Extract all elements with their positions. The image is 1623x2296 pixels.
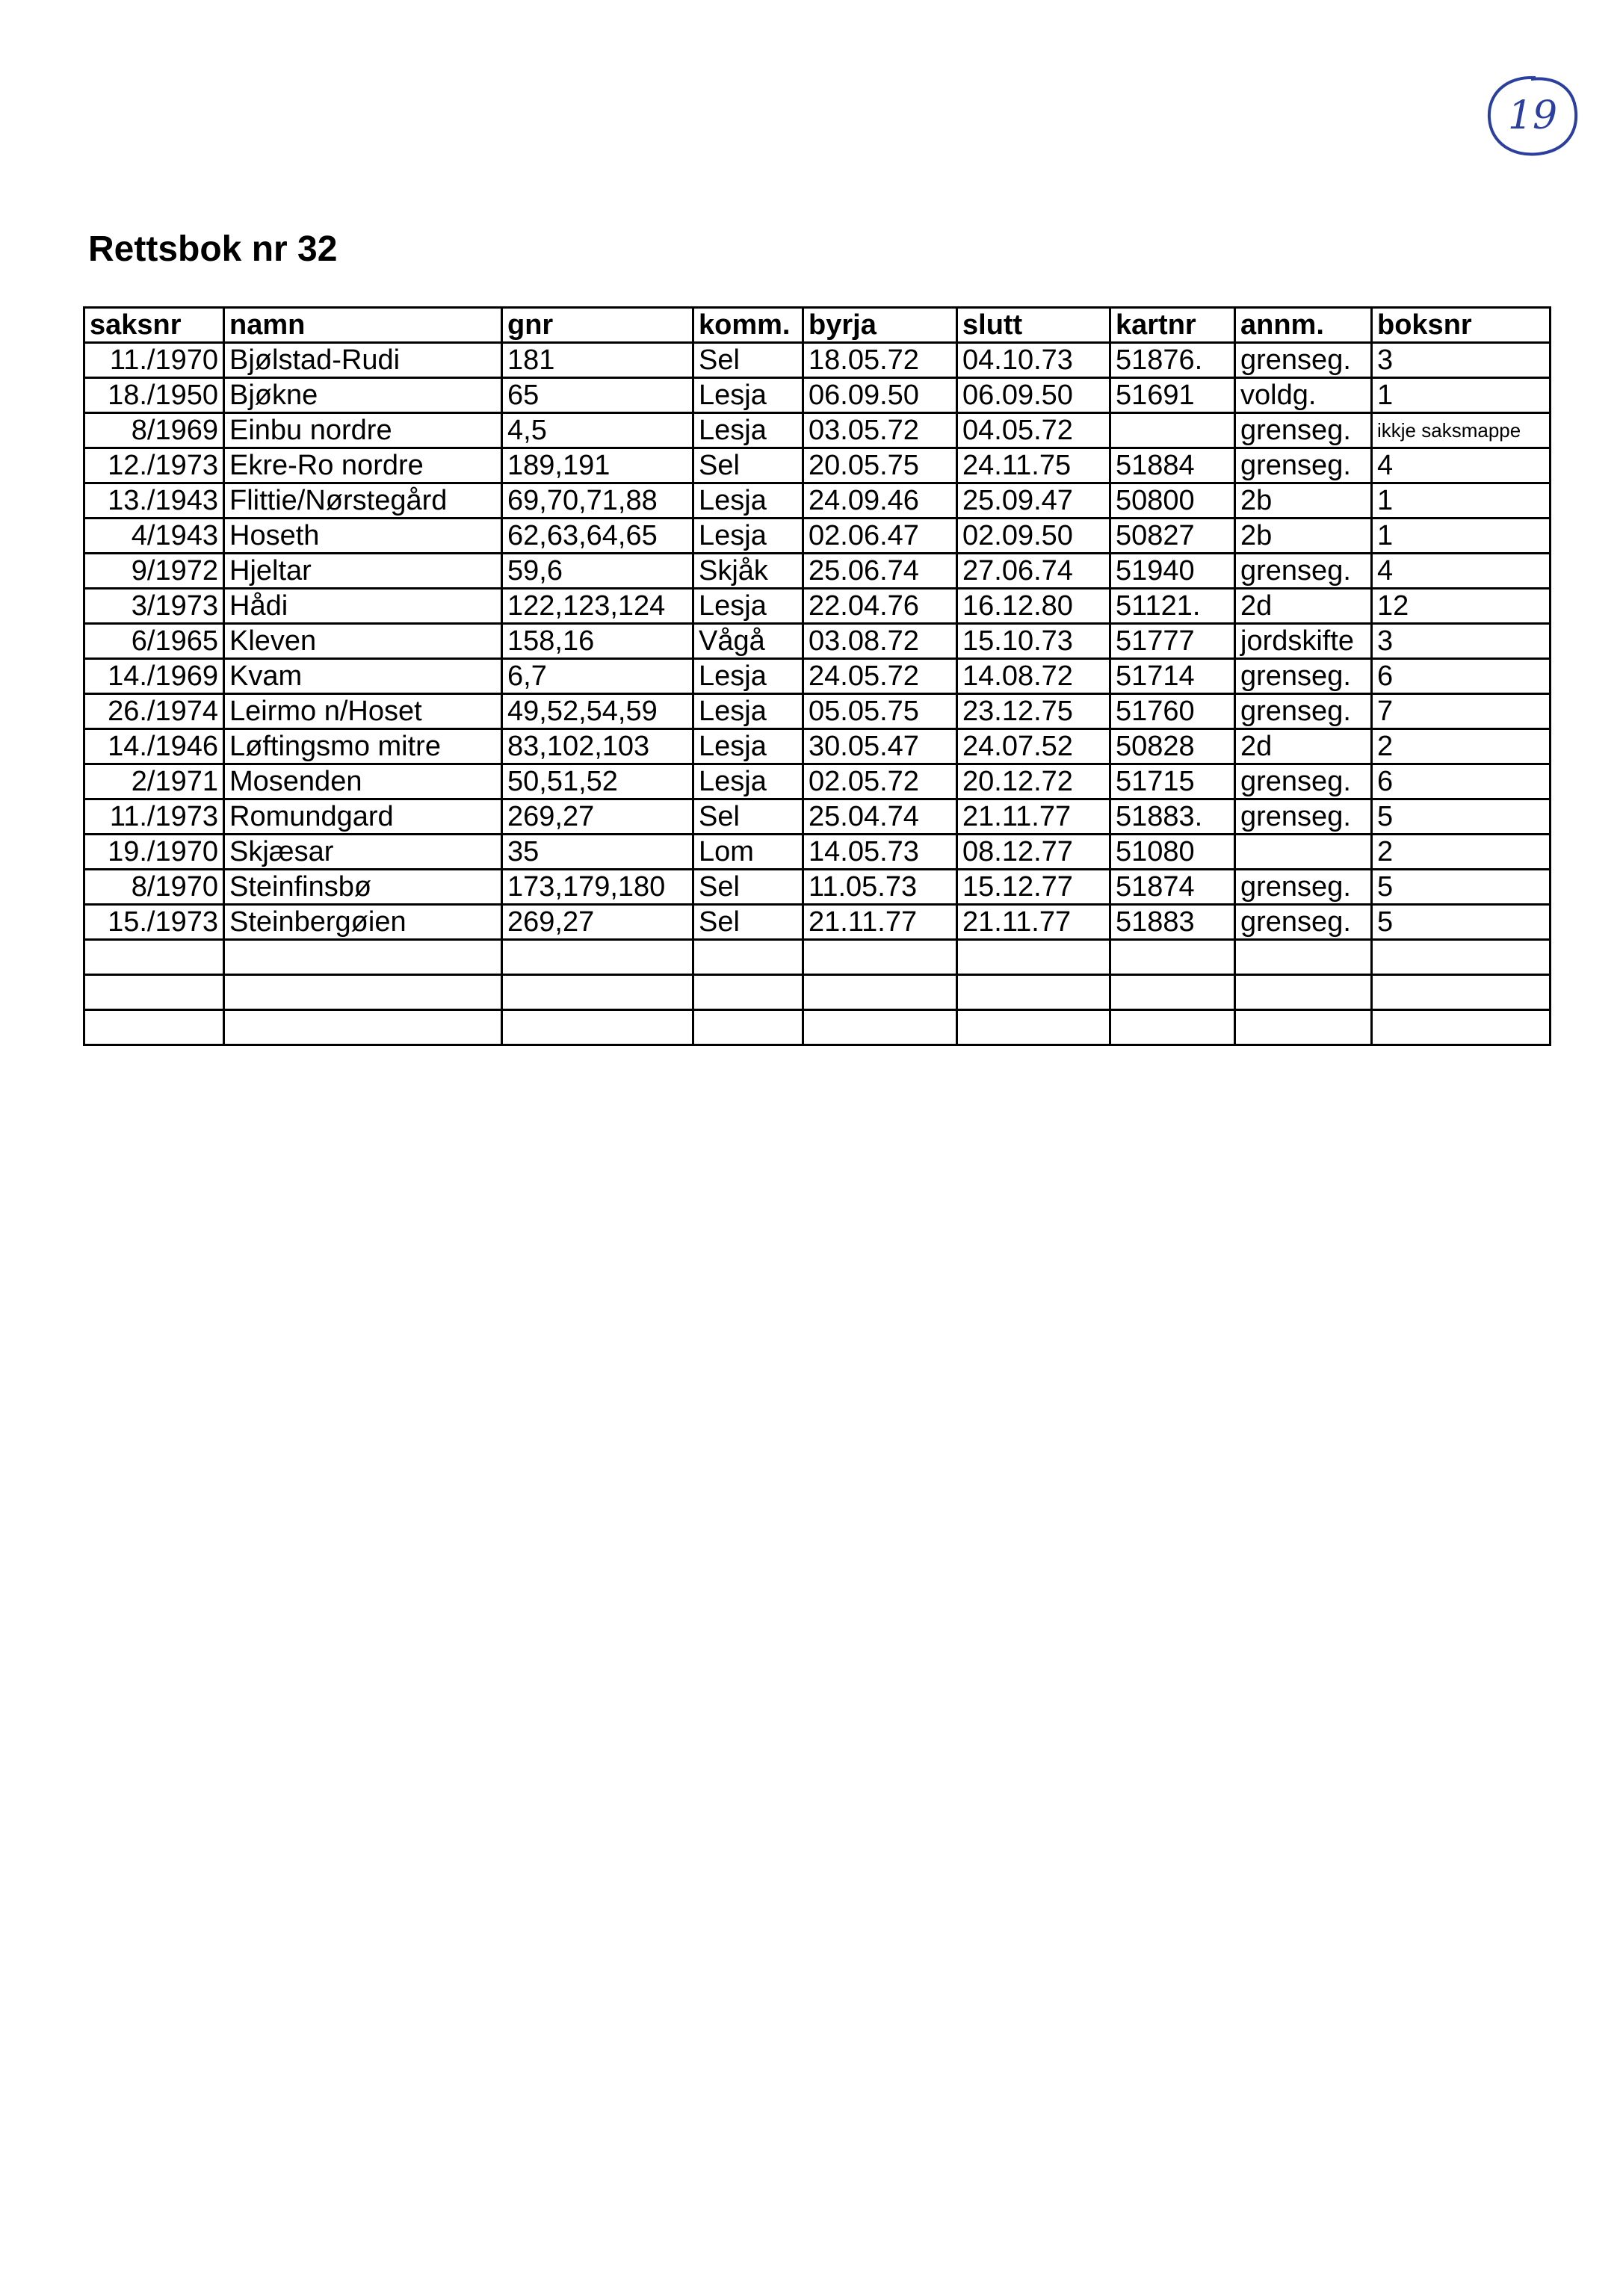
cell-byrja: 20.05.75	[803, 448, 957, 483]
cell-boksnr: 1	[1372, 483, 1551, 519]
cell-slutt: 25.09.47	[957, 483, 1110, 519]
cell-slutt: 08.12.77	[957, 835, 1110, 870]
cell-namn	[224, 940, 502, 975]
cell-boksnr: 4	[1372, 554, 1551, 589]
cell-byrja: 21.11.77	[803, 905, 957, 940]
cell-saksnr: 14./1946	[84, 729, 224, 764]
cell-saksnr	[84, 975, 224, 1010]
header-byrja: byrja	[803, 308, 957, 343]
cell-gnr: 65	[502, 378, 693, 413]
cell-namn: Kvam	[224, 659, 502, 694]
header-kartnr: kartnr	[1110, 308, 1235, 343]
cell-komm: Lesja	[693, 519, 803, 554]
cell-kartnr: 50827	[1110, 519, 1235, 554]
cell-slutt: 24.07.52	[957, 729, 1110, 764]
cell-kartnr: 51884	[1110, 448, 1235, 483]
cell-boksnr: 1	[1372, 519, 1551, 554]
table-row	[84, 764, 1551, 799]
cell-annm: 2b	[1235, 519, 1372, 554]
cell-byrja: 06.09.50	[803, 378, 957, 413]
cell-gnr: 69,70,71,88	[502, 483, 693, 519]
cell-byrja: 02.05.72	[803, 764, 957, 799]
cell-gnr: 59,6	[502, 554, 693, 589]
cell-saksnr	[84, 940, 224, 975]
cell-gnr: 35	[502, 835, 693, 870]
cell-komm: Lesja	[693, 764, 803, 799]
cell-annm: voldg.	[1235, 378, 1372, 413]
cell-namn: Leirmo n/Hoset	[224, 694, 502, 729]
cell-kartnr	[1110, 940, 1235, 975]
cell-namn: Bjølstad-Rudi	[224, 343, 502, 378]
cell-saksnr: 12./1973	[84, 448, 224, 483]
cell-komm	[693, 1010, 803, 1045]
cell-gnr	[502, 940, 693, 975]
cell-slutt: 24.11.75	[957, 448, 1110, 483]
cell-namn: Kleven	[224, 624, 502, 659]
cell-boksnr: 4	[1372, 448, 1551, 483]
cell-kartnr: 51777	[1110, 624, 1235, 659]
table-row	[84, 729, 1551, 764]
table-row	[84, 413, 1551, 448]
cell-annm: grenseg.	[1235, 694, 1372, 729]
cell-slutt	[957, 975, 1110, 1010]
cell-saksnr: 8/1969	[84, 413, 224, 448]
cell-komm: Lesja	[693, 694, 803, 729]
handwritten-page-number	[1483, 72, 1582, 160]
cell-komm: Lesja	[693, 729, 803, 764]
table-row	[84, 378, 1551, 413]
cell-boksnr: 2	[1372, 835, 1551, 870]
cell-saksnr: 11./1970	[84, 343, 224, 378]
cell-gnr: 50,51,52	[502, 764, 693, 799]
cell-kartnr: 51876.	[1110, 343, 1235, 378]
cell-gnr: 49,52,54,59	[502, 694, 693, 729]
cell-namn: Steinfinsbø	[224, 870, 502, 905]
ledger-body	[84, 343, 1551, 1045]
cell-slutt: 20.12.72	[957, 764, 1110, 799]
header-saksnr: saksnr	[84, 308, 224, 343]
table-row	[84, 799, 1551, 835]
cell-komm	[693, 975, 803, 1010]
header-boksnr: boksnr	[1372, 308, 1551, 343]
header-komm: komm.	[693, 308, 803, 343]
cell-boksnr: 5	[1372, 870, 1551, 905]
cell-byrja: 24.09.46	[803, 483, 957, 519]
cell-kartnr	[1110, 1010, 1235, 1045]
cell-komm: Sel	[693, 799, 803, 835]
cell-namn: Hoseth	[224, 519, 502, 554]
cell-boksnr: 5	[1372, 799, 1551, 835]
cell-boksnr: 7	[1372, 694, 1551, 729]
cell-byrja: 14.05.73	[803, 835, 957, 870]
cell-annm: 2b	[1235, 483, 1372, 519]
cell-slutt: 14.08.72	[957, 659, 1110, 694]
cell-slutt: 15.10.73	[957, 624, 1110, 659]
cell-komm: Sel	[693, 905, 803, 940]
page-number-text: 19	[1507, 93, 1558, 138]
table-row	[84, 835, 1551, 870]
cell-kartnr: 51121.	[1110, 589, 1235, 624]
cell-kartnr: 51940	[1110, 554, 1235, 589]
table-row	[84, 905, 1551, 940]
cell-slutt: 15.12.77	[957, 870, 1110, 905]
cell-saksnr: 18./1950	[84, 378, 224, 413]
cell-annm: grenseg.	[1235, 554, 1372, 589]
cell-annm	[1235, 975, 1372, 1010]
cell-kartnr: 50800	[1110, 483, 1235, 519]
cell-annm: grenseg.	[1235, 413, 1372, 448]
cell-gnr: 181	[502, 343, 693, 378]
table-row	[84, 343, 1551, 378]
cell-namn: Mosenden	[224, 764, 502, 799]
cell-komm: Vågå	[693, 624, 803, 659]
cell-byrja: 18.05.72	[803, 343, 957, 378]
cell-slutt	[957, 940, 1110, 975]
table-row	[84, 519, 1551, 554]
cell-annm: grenseg.	[1235, 343, 1372, 378]
cell-byrja: 24.05.72	[803, 659, 957, 694]
cell-kartnr: 51714	[1110, 659, 1235, 694]
cell-namn: Skjæsar	[224, 835, 502, 870]
document-title: Rettsbok nr 32	[88, 229, 338, 269]
cell-byrja: 22.04.76	[803, 589, 957, 624]
cell-byrja: 03.05.72	[803, 413, 957, 448]
cell-byrja: 03.08.72	[803, 624, 957, 659]
cell-kartnr	[1110, 975, 1235, 1010]
table-row	[84, 940, 1551, 975]
cell-saksnr: 2/1971	[84, 764, 224, 799]
cell-annm: grenseg.	[1235, 905, 1372, 940]
cell-namn: Einbu nordre	[224, 413, 502, 448]
cell-komm: Sel	[693, 448, 803, 483]
cell-saksnr: 19./1970	[84, 835, 224, 870]
cell-gnr: 173,179,180	[502, 870, 693, 905]
header-annm: annm.	[1235, 308, 1372, 343]
cell-byrja	[803, 940, 957, 975]
cell-komm: Lom	[693, 835, 803, 870]
table-row	[84, 694, 1551, 729]
cell-boksnr: 3	[1372, 624, 1551, 659]
cell-saksnr: 8/1970	[84, 870, 224, 905]
cell-byrja: 25.04.74	[803, 799, 957, 835]
cell-komm: Lesja	[693, 589, 803, 624]
cell-namn: Ekre-Ro nordre	[224, 448, 502, 483]
cell-kartnr: 51691	[1110, 378, 1235, 413]
cell-saksnr: 14./1969	[84, 659, 224, 694]
cell-slutt: 06.09.50	[957, 378, 1110, 413]
cell-namn: Flittie/Nørstegård	[224, 483, 502, 519]
cell-saksnr: 3/1973	[84, 589, 224, 624]
cell-kartnr	[1110, 413, 1235, 448]
cell-annm: grenseg.	[1235, 764, 1372, 799]
cell-slutt: 04.05.72	[957, 413, 1110, 448]
cell-boksnr: 2	[1372, 729, 1551, 764]
cell-kartnr: 51080	[1110, 835, 1235, 870]
cell-annm	[1235, 1010, 1372, 1045]
table-row	[84, 659, 1551, 694]
cell-saksnr: 6/1965	[84, 624, 224, 659]
cell-kartnr: 51874	[1110, 870, 1235, 905]
cell-annm: jordskifte	[1235, 624, 1372, 659]
cell-byrja: 02.06.47	[803, 519, 957, 554]
cell-slutt: 27.06.74	[957, 554, 1110, 589]
cell-byrja: 05.05.75	[803, 694, 957, 729]
cell-boksnr	[1372, 1010, 1551, 1045]
cell-slutt: 02.09.50	[957, 519, 1110, 554]
cell-byrja	[803, 1010, 957, 1045]
cell-annm: grenseg.	[1235, 659, 1372, 694]
cell-byrja	[803, 975, 957, 1010]
cell-boksnr: 12	[1372, 589, 1551, 624]
cell-byrja: 30.05.47	[803, 729, 957, 764]
cell-komm: Lesja	[693, 378, 803, 413]
cell-slutt: 04.10.73	[957, 343, 1110, 378]
cell-boksnr: 1	[1372, 378, 1551, 413]
cell-annm: grenseg.	[1235, 799, 1372, 835]
case-ledger-table	[83, 306, 1551, 1046]
cell-saksnr: 11./1973	[84, 799, 224, 835]
cell-annm	[1235, 835, 1372, 870]
cell-slutt: 16.12.80	[957, 589, 1110, 624]
cell-slutt: 21.11.77	[957, 905, 1110, 940]
header-namn: namn	[224, 308, 502, 343]
table-row	[84, 448, 1551, 483]
cell-namn	[224, 1010, 502, 1045]
cell-byrja: 25.06.74	[803, 554, 957, 589]
cell-namn: Steinbergøien	[224, 905, 502, 940]
cell-namn: Løftingsmo mitre	[224, 729, 502, 764]
cell-kartnr: 51715	[1110, 764, 1235, 799]
cell-namn	[224, 975, 502, 1010]
cell-namn: Hådi	[224, 589, 502, 624]
cell-slutt	[957, 1010, 1110, 1045]
cell-saksnr: 4/1943	[84, 519, 224, 554]
cell-boksnr	[1372, 975, 1551, 1010]
cell-gnr: 269,27	[502, 905, 693, 940]
cell-gnr: 83,102,103	[502, 729, 693, 764]
cell-boksnr: 6	[1372, 764, 1551, 799]
header-gnr: gnr	[502, 308, 693, 343]
cell-annm: grenseg.	[1235, 870, 1372, 905]
cell-slutt: 23.12.75	[957, 694, 1110, 729]
cell-boksnr	[1372, 940, 1551, 975]
cell-komm: Lesja	[693, 413, 803, 448]
cell-saksnr: 9/1972	[84, 554, 224, 589]
cell-komm: Lesja	[693, 483, 803, 519]
cell-namn: Bjøkne	[224, 378, 502, 413]
table-row	[84, 870, 1551, 905]
cell-kartnr: 51760	[1110, 694, 1235, 729]
cell-gnr: 189,191	[502, 448, 693, 483]
cell-annm	[1235, 940, 1372, 975]
cell-saksnr: 26./1974	[84, 694, 224, 729]
cell-kartnr: 51883	[1110, 905, 1235, 940]
cell-boksnr: 3	[1372, 343, 1551, 378]
cell-gnr	[502, 975, 693, 1010]
cell-komm: Sel	[693, 343, 803, 378]
header-slutt: slutt	[957, 308, 1110, 343]
cell-kartnr: 51883.	[1110, 799, 1235, 835]
cell-annm: grenseg.	[1235, 448, 1372, 483]
table-row	[84, 624, 1551, 659]
cell-gnr: 6,7	[502, 659, 693, 694]
cell-saksnr	[84, 1010, 224, 1045]
cell-gnr: 4,5	[502, 413, 693, 448]
cell-kartnr: 50828	[1110, 729, 1235, 764]
table-row	[84, 975, 1551, 1010]
cell-byrja: 11.05.73	[803, 870, 957, 905]
cell-gnr	[502, 1010, 693, 1045]
cell-komm	[693, 940, 803, 975]
cell-saksnr: 13./1943	[84, 483, 224, 519]
cell-gnr: 269,27	[502, 799, 693, 835]
cell-boksnr: 5	[1372, 905, 1551, 940]
cell-namn: Hjeltar	[224, 554, 502, 589]
table-row	[84, 1010, 1551, 1045]
cell-saksnr: 15./1973	[84, 905, 224, 940]
cell-annm: 2d	[1235, 589, 1372, 624]
cell-komm: Sel	[693, 870, 803, 905]
cell-gnr: 62,63,64,65	[502, 519, 693, 554]
cell-komm: Skjåk	[693, 554, 803, 589]
header-row	[84, 308, 1551, 343]
table-row	[84, 589, 1551, 624]
cell-slutt: 21.11.77	[957, 799, 1110, 835]
table-row	[84, 554, 1551, 589]
cell-komm: Lesja	[693, 659, 803, 694]
cell-gnr: 158,16	[502, 624, 693, 659]
cell-boksnr: ikkje saksmappe	[1372, 413, 1551, 448]
cell-boksnr: 6	[1372, 659, 1551, 694]
table-row	[84, 483, 1551, 519]
cell-gnr: 122,123,124	[502, 589, 693, 624]
cell-annm: 2d	[1235, 729, 1372, 764]
cell-namn: Romundgard	[224, 799, 502, 835]
